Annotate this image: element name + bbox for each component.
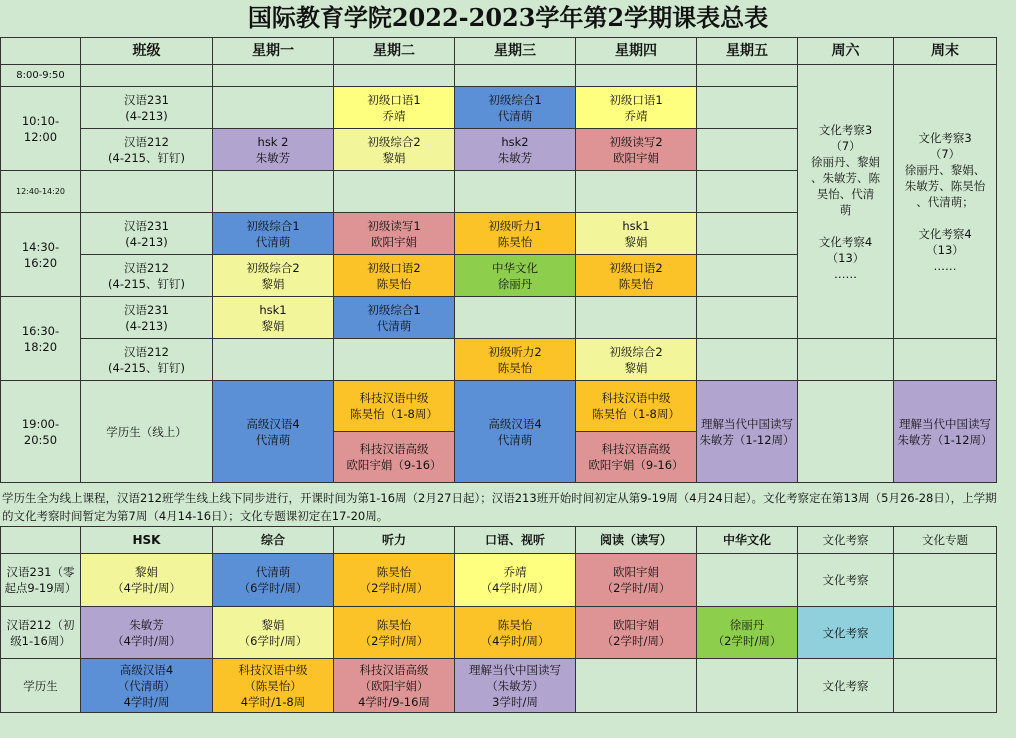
header-mon: 星期一 xyxy=(213,38,334,65)
schedule-cell: 高级汉语4 代清萌 xyxy=(455,381,576,483)
summary-cell: 陈昊怡 （2学时/周） xyxy=(334,607,455,659)
summary-cell: 徐丽丹 （2学时/周） xyxy=(697,607,798,659)
teacher-summary-table xyxy=(0,526,997,713)
time-slot-6: 19:00- 20:50 xyxy=(1,381,81,483)
class-231-label: 汉语231 (4-213) xyxy=(81,297,213,339)
summary-row-label: 汉语231（零起点9-19周） xyxy=(1,554,81,607)
schedule-cell: 初级听力1 陈昊怡 xyxy=(455,213,576,255)
schedule-cell: 初级综合1 代清萌 xyxy=(455,87,576,129)
summary-cell: 科技汉语中级 （陈昊怡） 4学时/1-8周 xyxy=(213,659,334,713)
summary-row-label: 学历生 xyxy=(1,659,81,713)
sun-culture-trip: 文化考察3 （7） 徐丽丹、黎娟、 朱敏芳、陈昊怡 、代清萌； 文化考察4 （13） …… xyxy=(894,65,997,339)
summary-cell xyxy=(697,554,798,607)
summary-cell: 代清萌 （6学时/周） xyxy=(213,554,334,607)
summary-header: 综合 xyxy=(213,527,334,554)
schedule-cell: 科技汉语中级 陈昊怡（1-8周） xyxy=(576,381,697,432)
schedule-cell: 科技汉语高级 欧阳宇娟（9-16） xyxy=(576,432,697,483)
summary-cell: 黎娟 （6学时/周） xyxy=(213,607,334,659)
summary-header: 文化考察 xyxy=(798,527,894,554)
schedule-table xyxy=(0,37,997,483)
header-sun: 周末 xyxy=(894,38,997,65)
summary-cell: 陈昊怡 （4学时/周） xyxy=(455,607,576,659)
summary-header: 阅读（读写） xyxy=(576,527,697,554)
class-231-label: 汉语231 (4-213) xyxy=(81,213,213,255)
schedule-cell: 初级综合1 代清萌 xyxy=(213,213,334,255)
summary-cell: 朱敏芳 （4学时/周） xyxy=(81,607,213,659)
schedule-cell: 初级读写1 欧阳宇娟 xyxy=(334,213,455,255)
class-212-label: 汉语212 (4-215、钉钉) xyxy=(81,255,213,297)
summary-cell: 文化考察 xyxy=(798,607,894,659)
schedule-cell: 初级读写2 欧阳宇娟 xyxy=(576,129,697,171)
summary-cell: 欧阳宇娟 （2学时/周） xyxy=(576,607,697,659)
schedule-cell: 理解当代中国读写 朱敏芳（1-12周） xyxy=(894,381,997,483)
summary-header: 听力 xyxy=(334,527,455,554)
schedule-cell: 理解当代中国读写 朱敏芳（1-12周） xyxy=(697,381,798,483)
schedule-cell: hsk2 朱敏芳 xyxy=(455,129,576,171)
header-class: 班级 xyxy=(81,38,213,65)
schedule-cell: 初级口语2 陈昊怡 xyxy=(576,255,697,297)
summary-cell: 陈昊怡 （2学时/周） xyxy=(334,554,455,607)
summary-header: 文化专题 xyxy=(894,527,997,554)
summary-row-label: 汉语212（初级1-16周） xyxy=(1,607,81,659)
time-slot-2: 10:10- 12:00 xyxy=(1,87,81,171)
schedule-cell: 初级口语1 乔靖 xyxy=(576,87,697,129)
summary-cell: 欧阳宇娟 （2学时/周） xyxy=(576,554,697,607)
schedule-cell: 科技汉语中级 陈昊怡（1-8周） xyxy=(334,381,455,432)
summary-cell: 高级汉语4 （代清萌） 4学时/周 xyxy=(81,659,213,713)
summary-cell: 文化考察 xyxy=(798,659,894,713)
time-slot-3: 12:40-14:20 xyxy=(1,171,81,213)
summary-cell xyxy=(894,554,997,607)
time-slot-4: 14:30- 16:20 xyxy=(1,213,81,297)
schedule-cell: 初级综合1 代清萌 xyxy=(334,297,455,339)
header-thu: 星期四 xyxy=(576,38,697,65)
schedule-cell: 初级口语2 陈昊怡 xyxy=(334,255,455,297)
header-tue: 星期二 xyxy=(334,38,455,65)
schedule-cell: hsk1 黎娟 xyxy=(576,213,697,255)
schedule-cell: 中华文化 徐丽丹 xyxy=(455,255,576,297)
schedule-cell: 初级综合2 黎娟 xyxy=(334,129,455,171)
page-title: 国际教育学院2022-2023学年第2学期课表总表 xyxy=(247,3,769,32)
class-231-label: 汉语231 (4-213) xyxy=(81,87,213,129)
summary-cell: 黎娟 （4学时/周） xyxy=(81,554,213,607)
schedule-cell: hsk 2 朱敏芳 xyxy=(213,129,334,171)
schedule-cell: 高级汉语4 代清萌 xyxy=(213,381,334,483)
schedule-cell: 初级综合2 黎娟 xyxy=(213,255,334,297)
summary-cell xyxy=(576,659,697,713)
summary-header: HSK xyxy=(81,527,213,554)
header-wed: 星期三 xyxy=(455,38,576,65)
sat-culture-trip: 文化考察3 （7） 徐丽丹、黎娟 、朱敏芳、陈 昊怡、代清 萌 文化考察4 （13） …… xyxy=(798,65,894,339)
schedule-cell: 初级综合2 黎娟 xyxy=(576,339,697,381)
schedule-cell: 初级口语1 乔靖 xyxy=(334,87,455,129)
schedule-cell: 科技汉语高级 欧阳宇娟（9-16） xyxy=(334,432,455,483)
summary-cell: 乔靖 （4学时/周） xyxy=(455,554,576,607)
summary-cell: 科技汉语高级 （欧阳宇娟） 4学时/9-16周 xyxy=(334,659,455,713)
schedule-cell: hsk1 黎娟 xyxy=(213,297,334,339)
header-fri: 星期五 xyxy=(697,38,798,65)
time-slot-1: 8:00-9:50 xyxy=(1,65,81,87)
header-sat: 周六 xyxy=(798,38,894,65)
summary-cell xyxy=(894,607,997,659)
summary-header: 中华文化 xyxy=(697,527,798,554)
summary-cell: 文化考察 xyxy=(798,554,894,607)
class-online-label: 学历生（线上） xyxy=(81,381,213,483)
summary-cell xyxy=(894,659,997,713)
time-slot-5: 16:30- 18:20 xyxy=(1,297,81,381)
schedule-cell: 初级听力2 陈昊怡 xyxy=(455,339,576,381)
schedule-note: 学历生全为线上课程，汉语212班学生线上线下同步进行，开课时间为第1-16周（2月27日起）；汉语213班开始时间初定从第9-19周（4月24日起）。文化考察定在第13周（5月26-28日），上学期的文化考察时间暂定为第7周（4月14-16日）；文化专题课初定在17-20周。 xyxy=(2,491,997,523)
class-212-label: 汉语212 (4-215、钉钉) xyxy=(81,129,213,171)
summary-cell: 理解当代中国读写 （朱敏芳） 3学时/周 xyxy=(455,659,576,713)
summary-header: 口语、视听 xyxy=(455,527,576,554)
summary-cell xyxy=(697,659,798,713)
class-212-label: 汉语212 (4-215、钉钉) xyxy=(81,339,213,381)
